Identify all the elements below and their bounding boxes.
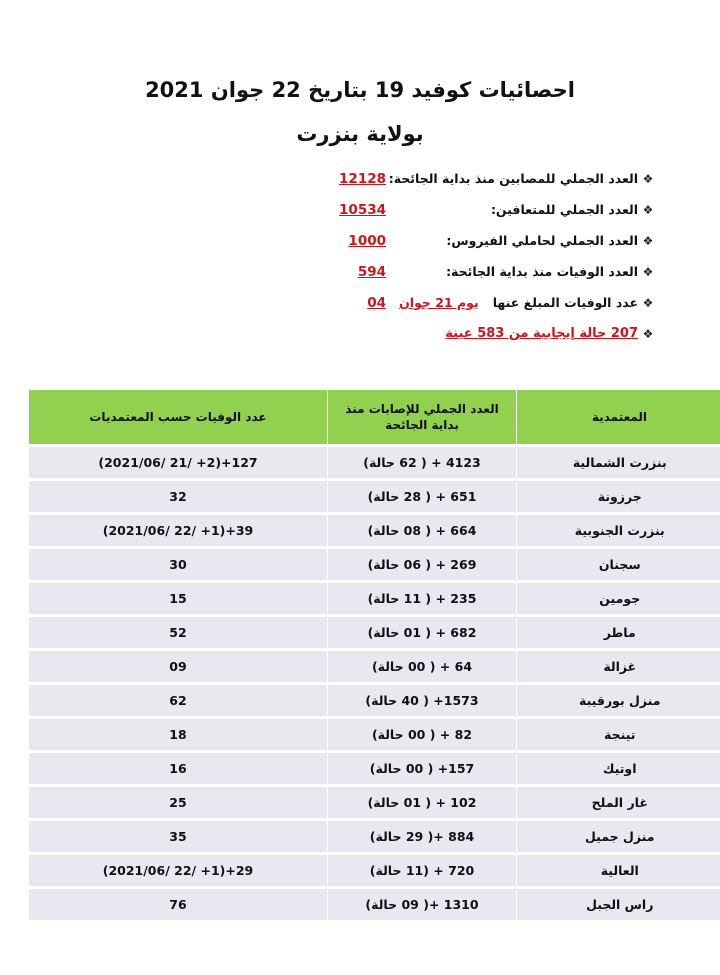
cell-delegation: راس الجبل (517, 888, 720, 921)
stat-deaths (178, 256, 658, 287)
cell-cases: 269 + ( 06 حالة) (328, 548, 517, 582)
cell-delegation: غزالة (517, 650, 720, 684)
cell-cases: 682 + ( 01 حالة) (328, 616, 517, 650)
table-row (29, 616, 720, 650)
stat-recovered (178, 194, 658, 225)
diamond-bullet-icon: ❖ (642, 202, 654, 217)
stat-date: يوم 21 جوان (399, 295, 479, 310)
diamond-bullet-icon: ❖ (642, 326, 654, 341)
cell-deaths: 52 (29, 616, 328, 650)
col-total-cases: العدد الجملي للإصابات منذ بداية الجائحة (328, 390, 517, 446)
table-row (29, 752, 720, 786)
cell-delegation: جرزونة (517, 480, 720, 514)
cell-deaths: 35 (29, 820, 328, 854)
cell-cases: 235 + ( 11 حالة) (328, 582, 517, 616)
cell-delegation: ماطر (517, 616, 720, 650)
cell-cases: 664 + ( 08 حالة) (328, 514, 517, 548)
cell-deaths: 09 (29, 650, 328, 684)
diamond-bullet-icon: ❖ (642, 295, 654, 310)
stat-deaths-reported (178, 287, 658, 318)
cell-deaths: 16 (29, 752, 328, 786)
table-row (29, 650, 720, 684)
stat-label: العدد الجملي للمتعافين: (490, 202, 638, 217)
cell-cases: 157+ ( 00 حالة) (328, 752, 517, 786)
stats-list (178, 163, 658, 349)
stat-label: العدد الوفيات منذ بداية الجائحة: (446, 264, 638, 279)
cell-cases: 102 + ( 01 حالة) (328, 786, 517, 820)
col-deaths: عدد الوفيات حسب المعتمديات (29, 390, 328, 446)
stat-active (178, 225, 658, 256)
cell-delegation: العالية (517, 854, 720, 888)
table-row (29, 548, 720, 582)
cell-cases: 82 + ( 00 حالة) (328, 718, 517, 752)
table-row (29, 786, 720, 820)
cell-deaths: 62 (29, 684, 328, 718)
stat-value: 10534 (339, 201, 386, 218)
table-row (29, 718, 720, 752)
table-row (29, 446, 720, 480)
table-row (29, 854, 720, 888)
cell-cases: 1310 +( 09 حالة) (328, 888, 517, 921)
cell-deaths: 18 (29, 718, 328, 752)
cell-deaths: 25 (29, 786, 328, 820)
cell-deaths: 127+(2+ /21 /2021/06) (29, 446, 328, 480)
stat-value: 207 حالة إيجابية من 583 عينة (445, 326, 638, 341)
page-subtitle: بولاية بنزرت (296, 122, 424, 146)
cell-deaths: 39+(1+ /22 /2021/06) (29, 514, 328, 548)
delegations-table (28, 389, 720, 920)
cell-delegation: تينجة (517, 718, 720, 752)
cell-delegation: جومين (517, 582, 720, 616)
diamond-bullet-icon: ❖ (642, 171, 654, 186)
cell-delegation: منزل بورقيبة (517, 684, 720, 718)
diamond-bullet-icon: ❖ (642, 233, 654, 248)
cell-deaths: 32 (29, 480, 328, 514)
cell-delegation: سجنان (517, 548, 720, 582)
cell-cases: 4123 + ( 62 حالة) (328, 446, 517, 480)
cell-delegation: غار الملح (517, 786, 720, 820)
stat-label: العدد الجملي للمصابين منذ بداية الجائحة: (388, 171, 638, 186)
cell-delegation: بنزرت الجنوبية (517, 514, 720, 548)
cell-deaths: 30 (29, 548, 328, 582)
cell-delegation: منزل جميل (517, 820, 720, 854)
cell-cases: 1573+ ( 40 حالة) (328, 684, 517, 718)
cell-deaths: 76 (29, 888, 328, 921)
cell-deaths: 29+(1+ /22 /2021/06) (29, 854, 328, 888)
cell-cases: 884 +( 29 حالة) (328, 820, 517, 854)
cell-cases: 651 + ( 28 حالة) (328, 480, 517, 514)
stat-positive-samples (178, 318, 658, 349)
table-row (29, 480, 720, 514)
table-row (29, 888, 720, 921)
cell-cases: 720 + (11 حالة) (328, 854, 517, 888)
cell-deaths: 15 (29, 582, 328, 616)
stat-value: 04 (367, 294, 386, 311)
stat-value: 594 (357, 263, 386, 280)
table-row (29, 582, 720, 616)
table-row (29, 820, 720, 854)
cell-delegation: بنزرت الشمالية (517, 446, 720, 480)
page-title: احصائيات كوفيد 19 بتاريخ 22 جوان 2021 (145, 78, 575, 102)
stat-value: 12128 (339, 170, 386, 187)
stat-value: 1000 (348, 232, 386, 249)
table-header-row (29, 390, 720, 446)
col-delegation: المعتمدية (517, 390, 720, 446)
cell-cases: 64 + ( 00 حالة) (328, 650, 517, 684)
stat-total-cases (178, 163, 658, 194)
cell-delegation: اوتيك (517, 752, 720, 786)
table-row (29, 684, 720, 718)
stat-label: العدد الجملي لحاملي الفيروس: (446, 233, 638, 248)
diamond-bullet-icon: ❖ (642, 264, 654, 279)
table-row (29, 514, 720, 548)
stat-label: عدد الوفيات المبلغ عنها (492, 295, 638, 310)
